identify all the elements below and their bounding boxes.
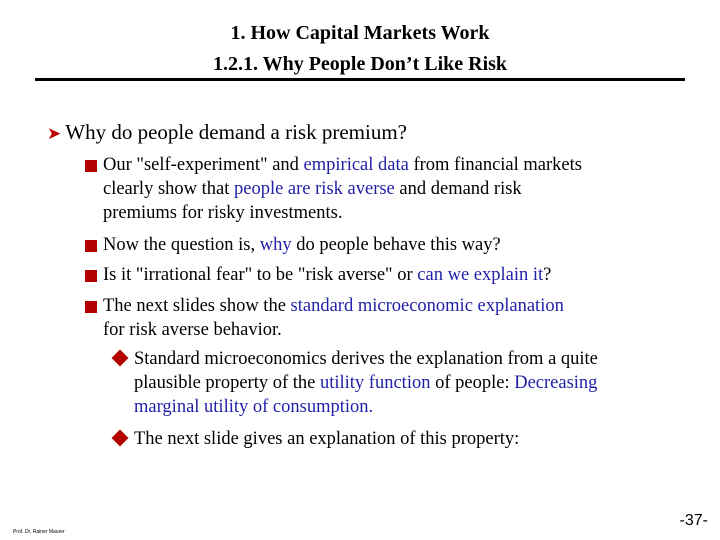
text-segment: from financial markets bbox=[408, 155, 582, 175]
text-segment: and demand risk bbox=[394, 179, 522, 199]
text-segment: The next slides show the bbox=[103, 296, 291, 316]
text-line bbox=[103, 263, 551, 287]
text-segment: Standard microeconomics derives the explanation from a quite bbox=[134, 349, 598, 369]
text-line bbox=[134, 395, 598, 419]
highlighted-text: marginal utility of consumption. bbox=[134, 397, 374, 417]
bullet-text bbox=[103, 294, 564, 342]
text-segment: Now the question is, bbox=[103, 235, 260, 255]
bullet-item-2 bbox=[103, 233, 501, 257]
text-segment: for risk averse behavior. bbox=[103, 320, 282, 340]
title-divider bbox=[35, 78, 685, 81]
text-segment: ? bbox=[543, 265, 552, 285]
main-point bbox=[47, 118, 407, 148]
square-bullet-icon bbox=[85, 270, 97, 282]
author-footer: Prof. Dr. Rainer Maurer bbox=[13, 529, 65, 535]
bullet-text bbox=[103, 263, 551, 287]
square-bullet-icon bbox=[85, 160, 97, 172]
slide-title: 1. How Capital Markets Work bbox=[230, 22, 490, 44]
slide-subtitle: 1.2.1. Why People Don’t Like Risk bbox=[212, 53, 508, 75]
highlighted-text: utility function bbox=[319, 373, 431, 393]
text-segment: plausible property of the bbox=[134, 373, 320, 393]
bullet-item-3 bbox=[103, 263, 551, 287]
diamond-bullet-icon bbox=[112, 430, 129, 447]
text-segment: do people behave this way? bbox=[291, 235, 501, 255]
text-line bbox=[134, 371, 598, 395]
text-line bbox=[103, 177, 582, 201]
text-line bbox=[134, 427, 519, 451]
text-line bbox=[134, 347, 598, 371]
subbullet-text bbox=[134, 427, 519, 451]
text-segment: Is it "irrational fear" to be "risk averse" or bbox=[103, 265, 418, 285]
text-line bbox=[103, 294, 564, 318]
arrow-bullet-icon: ➤ bbox=[47, 124, 62, 144]
bullet-text bbox=[103, 153, 582, 225]
text-line bbox=[103, 233, 501, 257]
highlighted-text: people are risk averse bbox=[234, 179, 395, 199]
highlighted-text: why bbox=[259, 235, 292, 255]
text-segment: clearly show that bbox=[103, 179, 234, 199]
text-segment: premiums for risky investments. bbox=[103, 203, 343, 223]
main-point-text: Why do people demand a risk premium? bbox=[65, 120, 407, 144]
highlighted-text: can we explain it bbox=[417, 265, 544, 285]
square-bullet-icon bbox=[85, 240, 97, 252]
text-segment: Our "self-experiment" and bbox=[103, 155, 304, 175]
subbullet-item-2 bbox=[134, 427, 519, 451]
subbullet-text bbox=[134, 347, 598, 419]
square-bullet-icon bbox=[85, 301, 97, 313]
bullet-item-1 bbox=[103, 153, 582, 225]
page-number: -37- bbox=[679, 512, 708, 529]
text-line bbox=[103, 153, 582, 177]
diamond-bullet-icon bbox=[112, 350, 129, 367]
bullet-item-4 bbox=[103, 294, 564, 342]
text-line bbox=[103, 318, 564, 342]
highlighted-text: empirical data bbox=[303, 155, 409, 175]
text-segment: The next slide gives an explanation of this property: bbox=[134, 429, 520, 449]
bullet-text bbox=[103, 233, 501, 257]
subbullet-item-1 bbox=[134, 347, 598, 419]
highlighted-text: Decreasing bbox=[514, 373, 598, 393]
text-line bbox=[103, 201, 582, 225]
highlighted-text: standard microeconomic explanation bbox=[290, 296, 564, 316]
text-segment: of people: bbox=[430, 373, 515, 393]
